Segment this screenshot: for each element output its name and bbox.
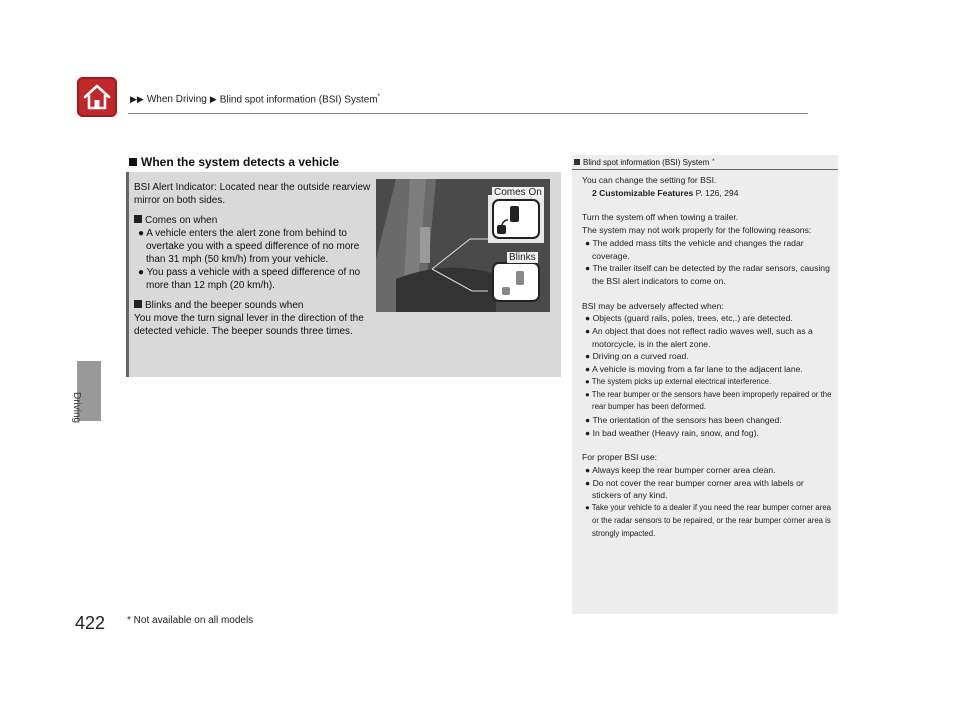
list-item: ● A vehicle is moving from a far lane to the adjacent lane. (585, 364, 803, 375)
label-blinks: Blinks (509, 252, 536, 263)
list-item: ● The system picks up external electrical interference. (585, 376, 772, 386)
list-item: ● Do not cover the rear bumper corner area with labels or stickers of any kind. (585, 477, 804, 501)
breadcrumb-item-bsi[interactable]: Blind spot information (BSI) System* (219, 94, 380, 106)
list-item: ● The orientation of the sensors has been changed. (585, 414, 782, 425)
section-bullet-icon (129, 158, 137, 166)
label-comes-on: Comes On (494, 187, 542, 198)
blinks-heading: Blinks and the beeper sounds when (134, 299, 372, 312)
breadcrumb-item-when-driving[interactable]: When Driving (146, 94, 207, 106)
note-body: You can change the setting for BSI. 2 Customizable Features P. 126, 294 Turn the system off when towing a trailer. The system may not work properly for the following reasons: ● The added mass tilts the vehicle and changes the radar coverage. ● The trailer itself can be detected by the radar sensors, causing the BSI alert indicators to come on. BSI may be adversely affected when: ● Objects (guard rails, poles, trees, etc,.) are detected. ● An object that does not reflect radio waves well, such as a motorcycle, is in the alert zone. ● Driving on a curved road. ● A vehicle is moving from a far lane to the adjacent lane. ● The system picks up external electrical interference. ● The rear bumper or the sensors have been improperly repaired or the rear bumper has been deformed. ● The orientation of the sensors has been changed. ● In bad weather (Heavy rain, snow, and fog). For proper BSI use: ● Always keep the rear bumper corner area clean. ● Do not cover the rear bumper corner area with labels or stickers of any kind. ● Take your vehicle to a dealer if you need the rear bumper corner area or the radar sensors to be repaired, or the rear bumper corner area is strongly impacted. (582, 174, 834, 540)
home-button[interactable] (77, 77, 117, 117)
sidebar-label: Driving (71, 392, 82, 424)
list-item: ● An object that does not reflect radio waves well, such as a motorcycle, is in the alert zone. (585, 326, 813, 349)
list-item: ● The trailer itself can be detected by the radar sensors, causing the BSI alert indicators to come on. (585, 263, 830, 286)
footnote: * Not available on all models (127, 615, 254, 626)
alert-description (134, 181, 372, 338)
comes-on-item: ● A vehicle enters the alert zone from behind to overtake you with a speed difference of no more than 31 mph (50 km/h) from your vehicle. (138, 228, 360, 265)
bsi-indicator-illustration (376, 179, 550, 312)
list-item: ● Driving on a curved road. (585, 351, 689, 362)
comes-on-heading: Comes on when (134, 214, 372, 227)
customizable-features-link[interactable]: 2 Customizable Features P. 126, 294 (592, 187, 739, 198)
comes-on-item: ● You pass a vehicle with a speed difference of no more than 12 mph (20 km/h). (138, 267, 361, 291)
home-icon (82, 83, 112, 111)
alert-intro: BSI Alert Indicator: Located near the outside rearview mirror on both sides. (134, 182, 371, 206)
breadcrumb (130, 94, 380, 105)
list-item: ● In bad weather (Heavy rain, snow, and fog). (585, 427, 759, 438)
sidebar-top (77, 125, 101, 361)
subheading-bullet-icon (134, 215, 142, 223)
page-number: 422 (75, 613, 106, 633)
section-title: When the system detects a vehicle (129, 155, 339, 169)
breadcrumb-arrow-icon: ▶▶ (130, 94, 144, 105)
header-divider (128, 113, 808, 114)
list-item: ● The added mass tilts the vehicle and changes the radar coverage. (585, 237, 804, 261)
list-item: ● The rear bumper or the sensors have been improperly repaired or the rear bumper has been deformed. (585, 389, 832, 412)
breadcrumb-arrow-icon: ▶ (209, 94, 217, 105)
subheading-bullet-icon (134, 300, 142, 308)
blinks-text: You move the turn signal lever in the direction of the detected vehicle. The beeper sounds three times. (134, 313, 364, 337)
note-heading: Blind spot information (BSI) System * (572, 155, 838, 170)
list-item: ● Always keep the rear bumper corner area clean. (585, 465, 776, 476)
note-bullet-icon (574, 159, 580, 165)
list-item: ● Take your vehicle to a dealer if you need the rear bumper corner area or the radar sensors to be repaired, or the rear bumper corner area is strongly impacted. (585, 503, 831, 538)
list-item: ● Objects (guard rails, poles, trees, etc,.) are detected. (585, 313, 793, 324)
